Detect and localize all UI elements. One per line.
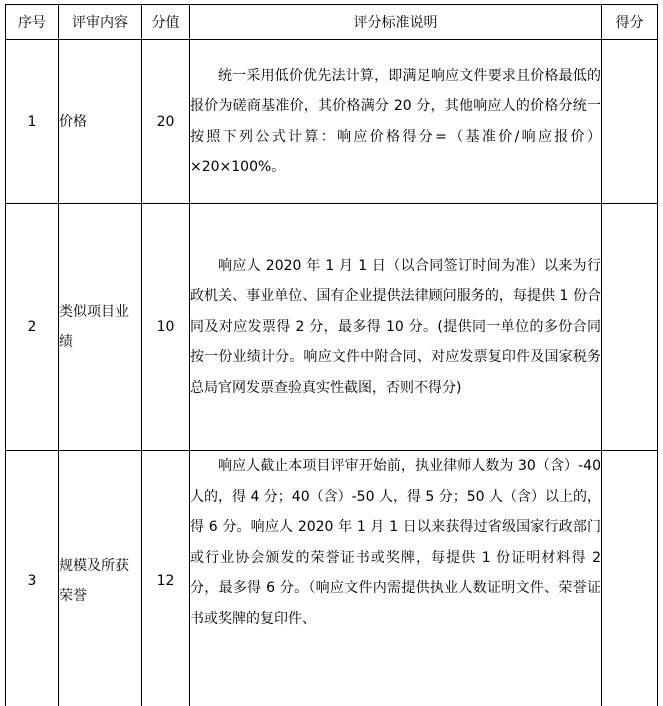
row-item: 价格 bbox=[59, 40, 142, 204]
header-score: 分值 bbox=[142, 5, 190, 40]
table-header bbox=[6, 5, 658, 40]
row-desc bbox=[190, 204, 602, 451]
table-row bbox=[6, 451, 658, 706]
row-score: 20 bbox=[142, 40, 190, 204]
header-row bbox=[6, 5, 658, 40]
row-desc-text: 响应人 2020 年 1 月 1 日（以合同签订时间为准）以来为行政机关、事业单位、国有企业提供法律顾问服务的，每提供 1 份合同及对应发票得 2 分，最多得 10 分。(提供同一单位的多份合同按一份业绩计分。响应文件中附合同、对应发票复印件及国家税务总局官网发票查验真实性截图，否则不得分) bbox=[190, 257, 601, 396]
row-desc-text: 统一采用低价优先法计算，即满足响应文件要求且价格最低的报价为磋商基准价，其价格满分 20 分，其他响应人的价格分统一按照下列公式计算：响应价格得分=（基准价/响应报价）×20×100%。 bbox=[190, 67, 601, 175]
header-no: 序号 bbox=[6, 5, 59, 40]
header-desc: 评分标准说明 bbox=[190, 5, 602, 40]
table-row bbox=[6, 204, 658, 451]
row-item: 类似项目业绩 bbox=[59, 204, 142, 451]
row-no: 2 bbox=[6, 204, 59, 451]
row-item: 规模及所获荣誉 bbox=[59, 451, 142, 706]
row-get bbox=[602, 204, 658, 451]
header-get: 得分 bbox=[602, 5, 658, 40]
scoring-table bbox=[5, 4, 658, 706]
row-no: 3 bbox=[6, 451, 59, 706]
row-get bbox=[602, 40, 658, 204]
row-score: 12 bbox=[142, 451, 190, 706]
row-desc bbox=[190, 451, 602, 706]
row-get bbox=[602, 451, 658, 706]
row-no: 1 bbox=[6, 40, 59, 204]
table-row bbox=[6, 40, 658, 204]
header-item: 评审内容 bbox=[59, 5, 142, 40]
row-score: 10 bbox=[142, 204, 190, 451]
row-desc bbox=[190, 40, 602, 204]
row-desc-text: 响应人截止本项目评审开始前，执业律师人数为 30（含）-40 人的，得 4 分；40（含）-50 人，得 5 分；50 人（含）以上的，得 6 分。响应人 2020 年 1 月 1 日以来获得过省级国家行政部门或行业协会颁发的荣誉证书或奖牌，每提供 1 份证明材料得 2 分，最多得 6 分。（响应文件内需提供执业人数证明文件、荣誉证书或奖牌的复印件、 bbox=[190, 458, 602, 627]
